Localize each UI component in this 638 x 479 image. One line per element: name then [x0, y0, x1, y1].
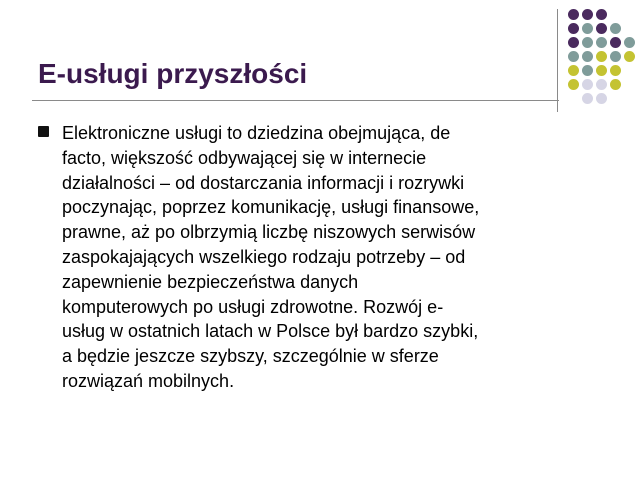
text-line: zapewnienie bezpieczeństwa danych [62, 271, 359, 292]
decorative-dot [568, 51, 579, 62]
decorative-dot [582, 37, 593, 48]
decorative-dot [582, 23, 593, 34]
decorative-dot [610, 79, 621, 90]
text-line: rozwiązań mobilnych. [62, 370, 235, 391]
decorative-dot [582, 79, 593, 90]
decorative-dot [610, 23, 621, 34]
square-bullet-icon [38, 126, 49, 137]
decorative-dot [568, 65, 579, 76]
decorative-dot [596, 79, 607, 90]
decorative-dot [624, 51, 635, 62]
decorative-dot [610, 65, 621, 76]
decorative-dot [610, 51, 621, 62]
decorative-dot [568, 79, 579, 90]
title-underline [32, 100, 559, 101]
decorative-dot [568, 37, 579, 48]
decorative-dot [596, 23, 607, 34]
text-line: usług w ostatnich latach w Polsce był bardzo szybki, [62, 321, 479, 342]
decorative-dot-grid [567, 9, 637, 109]
decorative-dot [596, 9, 607, 20]
decorative-dot [624, 37, 635, 48]
text-line: Elektroniczne usługi to dziedzina obejmująca, de [62, 123, 451, 143]
text-line: zaspokajających wszelkiego rodzaju potrzeby – od [62, 246, 466, 267]
text-line: poczynając, poprzez komunikację, usługi finansowe, [62, 197, 480, 218]
text-line: facto, większość odbywającej się w internecie [62, 147, 427, 168]
text-line: działalności – od dostarczania informacji i rozrywki [62, 172, 465, 193]
decorative-dot [568, 9, 579, 20]
decorative-dot [582, 51, 593, 62]
text-line: komputerowych po usługi zdrowotne. Rozwój e- [62, 296, 444, 317]
decorative-dot [610, 37, 621, 48]
decorative-dot [596, 37, 607, 48]
decorative-dot [582, 93, 593, 104]
slide-title: E-usługi przyszłości [38, 58, 308, 89]
decorative-dot [582, 65, 593, 76]
bullet-text [62, 121, 610, 394]
decorative-dot [596, 93, 607, 104]
decorative-dot [568, 23, 579, 34]
decorative-dot [582, 9, 593, 20]
vertical-divider [557, 9, 558, 112]
text-line: prawne, aż po olbrzymią liczbę niszowych serwisów [62, 222, 476, 243]
decorative-dot [596, 65, 607, 76]
decorative-dot [596, 51, 607, 62]
text-line: a będzie jeszcze szybszy, szczególnie w sferze [62, 346, 439, 367]
